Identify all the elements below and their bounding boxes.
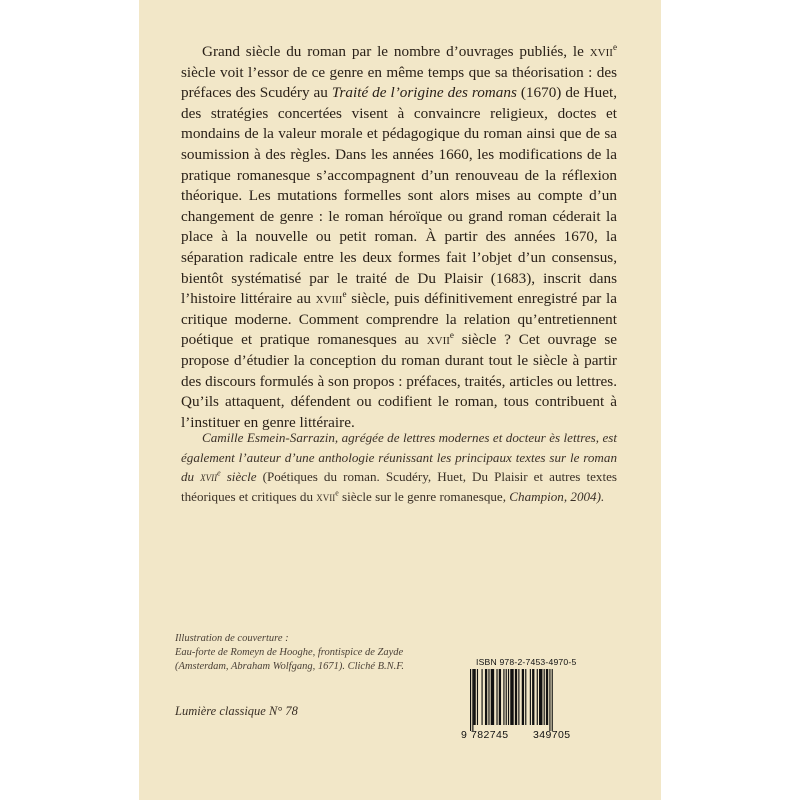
author-note [181, 428, 617, 506]
anthology-title: (Poétiques du roman. Scudéry, Huet, Du Plaisir et autres textes théoriques et critiques du [181, 469, 617, 504]
barcode-bar [518, 669, 519, 725]
barcode-bar [537, 669, 538, 725]
barcode-bar [530, 669, 531, 725]
century-numeral: xvii [589, 43, 613, 60]
barcode-bar [503, 669, 504, 725]
book-title: Traité de l’origine des romans [331, 84, 517, 102]
barcode-bar [549, 669, 550, 731]
barcode-first-digit: 9 [461, 729, 468, 741]
barcode-bar [473, 669, 475, 725]
barcode-bar [544, 669, 545, 725]
blurb-paragraph [181, 42, 617, 433]
century-numeral: xvii [426, 331, 450, 349]
blurb-text: (1670) de Huet, des stratégies concertées visent à convaincre religieux, doctes et mondains de la valeur morale et pédagogique du roman ainsi que de sa soumission à des règles. Dans les années 1660, les modifications de la pratique romanesque s’accompagnent d’un renouveau de la réflexion théorique. Les mutations formelles sont alors mises au compte d’un changement de genre : le roman héroïque ou grand roman céderait la place à la nouvelle ou petit roman. À partir des années 1670, la séparation radicale entre les deux formes fait l’objet d’un consensus, bientôt systématisé par le traité de Du Plaisir (1683), inscrit dans l’histoire littéraire au [181, 84, 617, 308]
barcode-bar [470, 669, 471, 731]
back-cover [139, 0, 661, 800]
barcode-bar [488, 669, 489, 725]
barcode-right-group: 349705 [533, 729, 571, 741]
barcode-bar [552, 669, 553, 731]
barcode-bar [515, 669, 517, 725]
author-text: Camille Esmein-Sarrazin, agrégée de lettres modernes et docteur ès lettres, est également l’auteur d’une anthologie réunissant les principaux textes sur le roman du [181, 430, 617, 485]
isbn-label: ISBN 978-2-7453-4970-5 [476, 657, 577, 667]
barcode-bar [539, 669, 542, 725]
barcode-bar [496, 669, 497, 725]
author-text: siècle [220, 469, 263, 485]
anthology-title: siècle sur le genre romanesque, [338, 488, 510, 504]
century-suffix: e [217, 468, 221, 478]
illustration-description: Eau-forte de Romeyn de Hooghe, frontispice de Zayde [175, 647, 404, 658]
barcode-bar [482, 669, 483, 725]
century-suffix: e [612, 41, 617, 52]
barcode-bar [510, 669, 513, 725]
barcode-bar [532, 669, 534, 725]
barcode-bar [506, 669, 507, 725]
blurb-text: siècle voit l’essor de ce genre en même temps que sa théorisation : des préfaces des Scudéry au [181, 63, 617, 102]
barcode-bar [499, 669, 501, 725]
series-label: Lumière classique N° 78 [175, 704, 298, 718]
blurb-text: siècle ? Cet ouvrage se propose d’étudier la conception du roman durant tout le siècle à partir des discours formulés à son propos : préfaces, traités, articles ou lettres. Qu’ils attaquent, défendent ou codifient le roman, tous contribuent à l’instituer en genre littéraire. [181, 331, 617, 431]
barcode-bar [546, 669, 548, 725]
illustration-source: (Amsterdam, Abraham Wolfgang, 1671). Cliché B.N.F. [175, 661, 404, 672]
century-suffix: e [449, 330, 454, 341]
publisher-info: Champion, 2004). [509, 488, 605, 504]
century-numeral: xvii [316, 488, 336, 504]
barcode-bar [477, 669, 478, 725]
blurb-text: Grand siècle du roman par le nombre d’ouvrages publiés, le [202, 43, 590, 60]
century-suffix: e [335, 488, 339, 498]
barcode-bar [485, 669, 487, 725]
illustration-heading: Illustration de couverture : [175, 633, 289, 644]
century-numeral: xvii [200, 469, 218, 485]
barcode-bars [468, 669, 596, 731]
barcode-digits [461, 729, 597, 741]
isbn-barcode [456, 655, 600, 745]
barcode-left-group: 782745 [471, 729, 509, 741]
barcode-bar [508, 669, 509, 725]
century-numeral: xviii [315, 290, 343, 308]
illustration-credit [175, 632, 475, 674]
century-suffix: e [342, 289, 347, 300]
barcode-bar [472, 669, 473, 731]
barcode-bar [525, 669, 526, 725]
blurb-text: siècle, puis définitivement enregistré par la critique moderne. Comment comprendre la relation qu’entretiennent poétique et pratique romanesques au [181, 290, 617, 349]
barcode-bar [491, 669, 494, 725]
barcode-bar [522, 669, 524, 725]
